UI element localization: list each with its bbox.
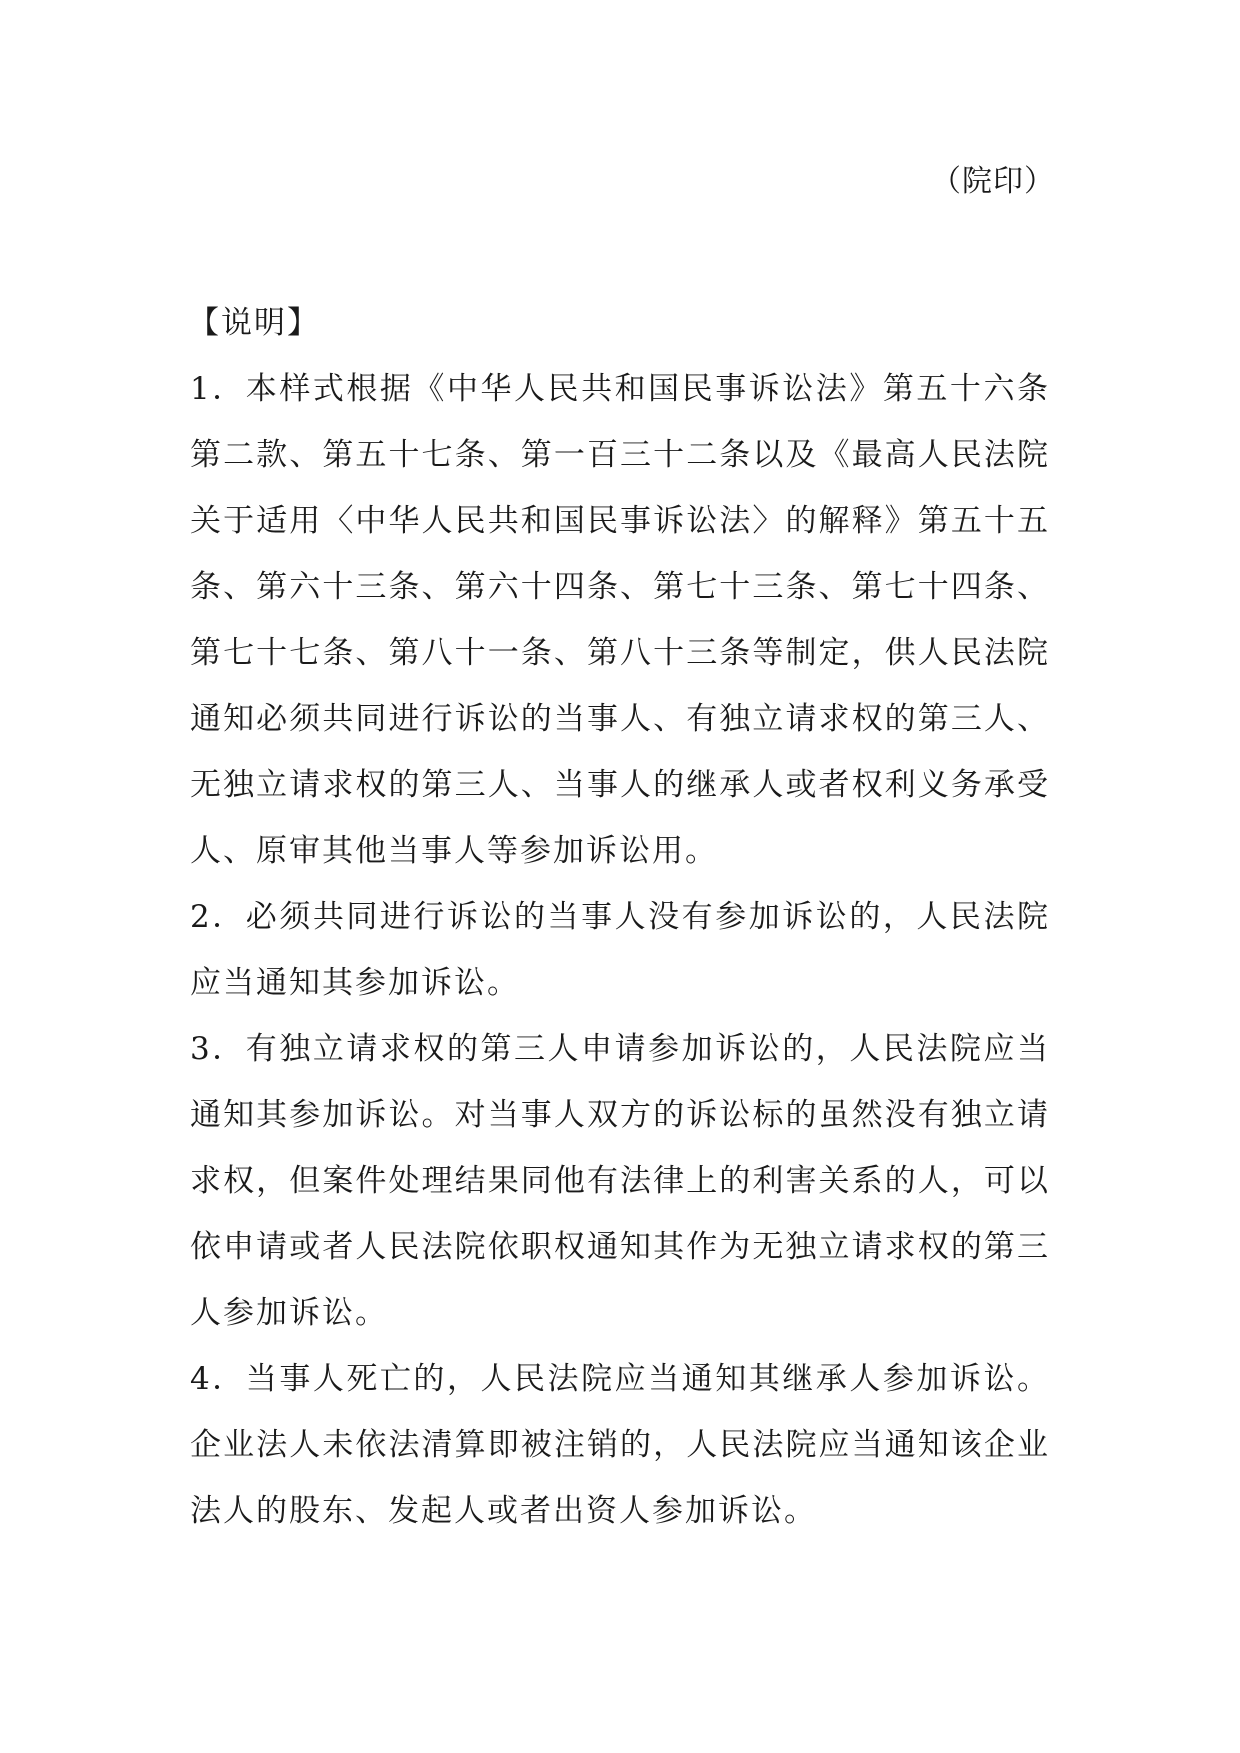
explanation-note-1: 1．本样式根据《中华人民共和国民事诉讼法》第五十六条第二款、第五十七条、第一百三十二条以及《最高人民法院关于适用〈中华人民共和国民事诉讼法〉的解释》第五十五条、第六十三条、第六十四条、第七十三条、第七十四条、第七十七条、第八十一条、第八十三条等制定，供人民法院通知必须共同进行诉讼的当事人、有独立请求权的第三人、无独立请求权的第三人、当事人的继承人或者权利义务承受人、原审其他当事人等参加诉讼用。: [190, 371, 1050, 869]
explanation-note-3: 3．有独立请求权的第三人申请参加诉讼的，人民法院应当通知其参加诉讼。对当事人双方的诉讼标的虽然没有独立请求权，但案件处理结果同他有法律上的利害关系的人，可以依申请或者人民法院依职权通知其作为无独立请求权的第三人参加诉讼。: [190, 1031, 1050, 1331]
explanation-heading: 【说明】: [188, 305, 320, 341]
court-seal-label: （院印）: [931, 164, 1055, 199]
explanation-section: [190, 290, 1050, 1544]
explanation-note-4: 4．当事人死亡的，人民法院应当通知其继承人参加诉讼。企业法人未依法清算即被注销的，人民法院应当通知该企业法人的股东、发起人或者出资人参加诉讼。: [190, 1361, 1050, 1529]
explanation-note-2: 2．必须共同进行诉讼的当事人没有参加诉讼的，人民法院应当通知其参加诉讼。: [190, 899, 1050, 1001]
